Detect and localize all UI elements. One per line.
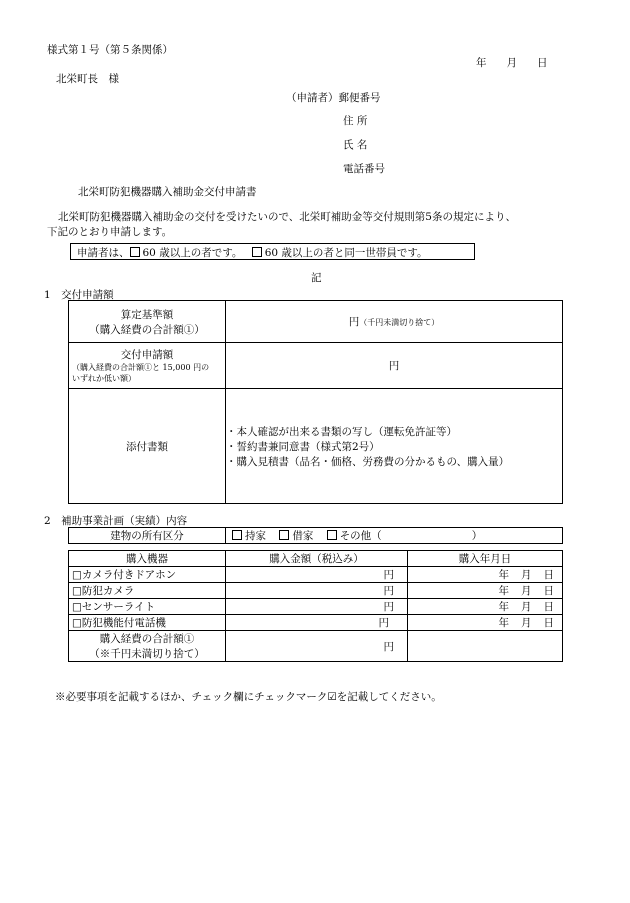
checkbox-household[interactable] [252, 247, 262, 257]
total-date-empty [408, 631, 563, 662]
date-day-label: 日 [537, 57, 548, 69]
address-label: 住 所 [343, 115, 368, 127]
device-date[interactable]: 年 月 日 [408, 567, 563, 583]
checkbox-rented[interactable] [279, 530, 289, 540]
date-year-label: 年 [476, 57, 487, 69]
document-title: 北栄町防犯機器購入補助金交付申請書 [78, 186, 257, 198]
device-date[interactable]: 年 月 日 [408, 599, 563, 615]
ownership-options: 持家 借家 その他（ ） [226, 528, 563, 544]
ownership-table [68, 527, 563, 544]
phone-label: 電話番号 [343, 163, 385, 175]
table-row [69, 599, 563, 615]
table-row [69, 389, 563, 504]
body-text-line2: 下記のとおり申請します。 [47, 226, 173, 238]
base-amount-label: 算定基準額 （購入経費の合計額①） [69, 301, 226, 343]
eligibility-option2: 60 歳以上の者と同一世帯員です。 [264, 247, 428, 259]
table-row [69, 631, 563, 662]
table-row [69, 615, 563, 631]
requested-amount-label: 交付申請額 （購入経費の合計額①と 15,000 円の いずれか低い額） [69, 343, 226, 389]
footnote: ※必要事項を記載するほか、チェック欄にチェックマーク☑を記載してください。 [55, 691, 442, 703]
checkbox-age60[interactable] [130, 247, 140, 257]
device-name[interactable]: □防犯カメラ [69, 583, 226, 599]
requested-amount-value[interactable]: 円 [226, 343, 563, 389]
ownership-label: 建物の所有区分 [69, 528, 226, 544]
name-label: 氏 名 [343, 139, 368, 151]
device-amount[interactable]: 円 [226, 599, 408, 615]
attachments-label: 添付書類 [69, 389, 226, 504]
attachment-item: ・誓約書兼同意書（様式第2号） [226, 440, 380, 453]
body-text-line1: 北栄町防犯機器購入補助金の交付を受けたいので、北栄町補助金等交付規則第5条の規定により、 [58, 211, 516, 223]
device-date[interactable]: 年 月 日 [408, 583, 563, 599]
total-amount[interactable]: 円 [226, 631, 408, 662]
device-name[interactable]: □センサーライト [69, 599, 226, 615]
header-date: 購入年月日 [408, 551, 563, 567]
table-row [69, 567, 563, 583]
postal-code-label: （申請者）郵便番号 [286, 92, 381, 104]
form-number: 様式第１号（第５条関係） [47, 44, 173, 56]
eligibility-box [70, 243, 475, 260]
table-row [69, 583, 563, 599]
device-amount[interactable]: 円 [226, 615, 408, 631]
date-line [476, 55, 548, 70]
header-amount: 購入金額（税込み） [226, 551, 408, 567]
table-row [69, 528, 563, 544]
table-row [69, 343, 563, 389]
attachments-list [226, 389, 563, 504]
attachment-item: ・本人確認が出来る書類の写し（運転免許証等） [226, 425, 457, 438]
device-amount[interactable]: 円 [226, 567, 408, 583]
total-label: 購入経費の合計額① （※千円未満切り捨て） [69, 631, 226, 662]
base-amount-value[interactable]: 円（千円未満切り捨て） [226, 301, 563, 343]
eligibility-option1: 60 歳以上の者です。 [142, 247, 243, 259]
checkbox-owned[interactable] [232, 530, 242, 540]
header-device: 購入機器 [69, 551, 226, 567]
attachment-item: ・購入見積書（品名・価格、労務費の分かるもの、購入量） [226, 455, 510, 468]
purchase-table [68, 550, 563, 662]
table-header-row [69, 551, 563, 567]
device-name[interactable]: □防犯機能付電話機 [69, 615, 226, 631]
addressee: 北栄町長 様 [56, 73, 119, 85]
table-row [69, 301, 563, 343]
date-month-label: 月 [506, 57, 517, 69]
device-name[interactable]: □カメラ付きドアホン [69, 567, 226, 583]
ki-heading: 記 [311, 272, 322, 284]
section1-heading: 1 交付申請額 [44, 289, 114, 301]
application-amount-table [68, 300, 563, 504]
section2-heading: 2 補助事業計画（実績）内容 [44, 515, 188, 527]
checkbox-other[interactable] [327, 530, 337, 540]
eligibility-prefix: 申請者は、 [77, 247, 130, 259]
device-date[interactable]: 年 月 日 [408, 615, 563, 631]
device-amount[interactable]: 円 [226, 583, 408, 599]
